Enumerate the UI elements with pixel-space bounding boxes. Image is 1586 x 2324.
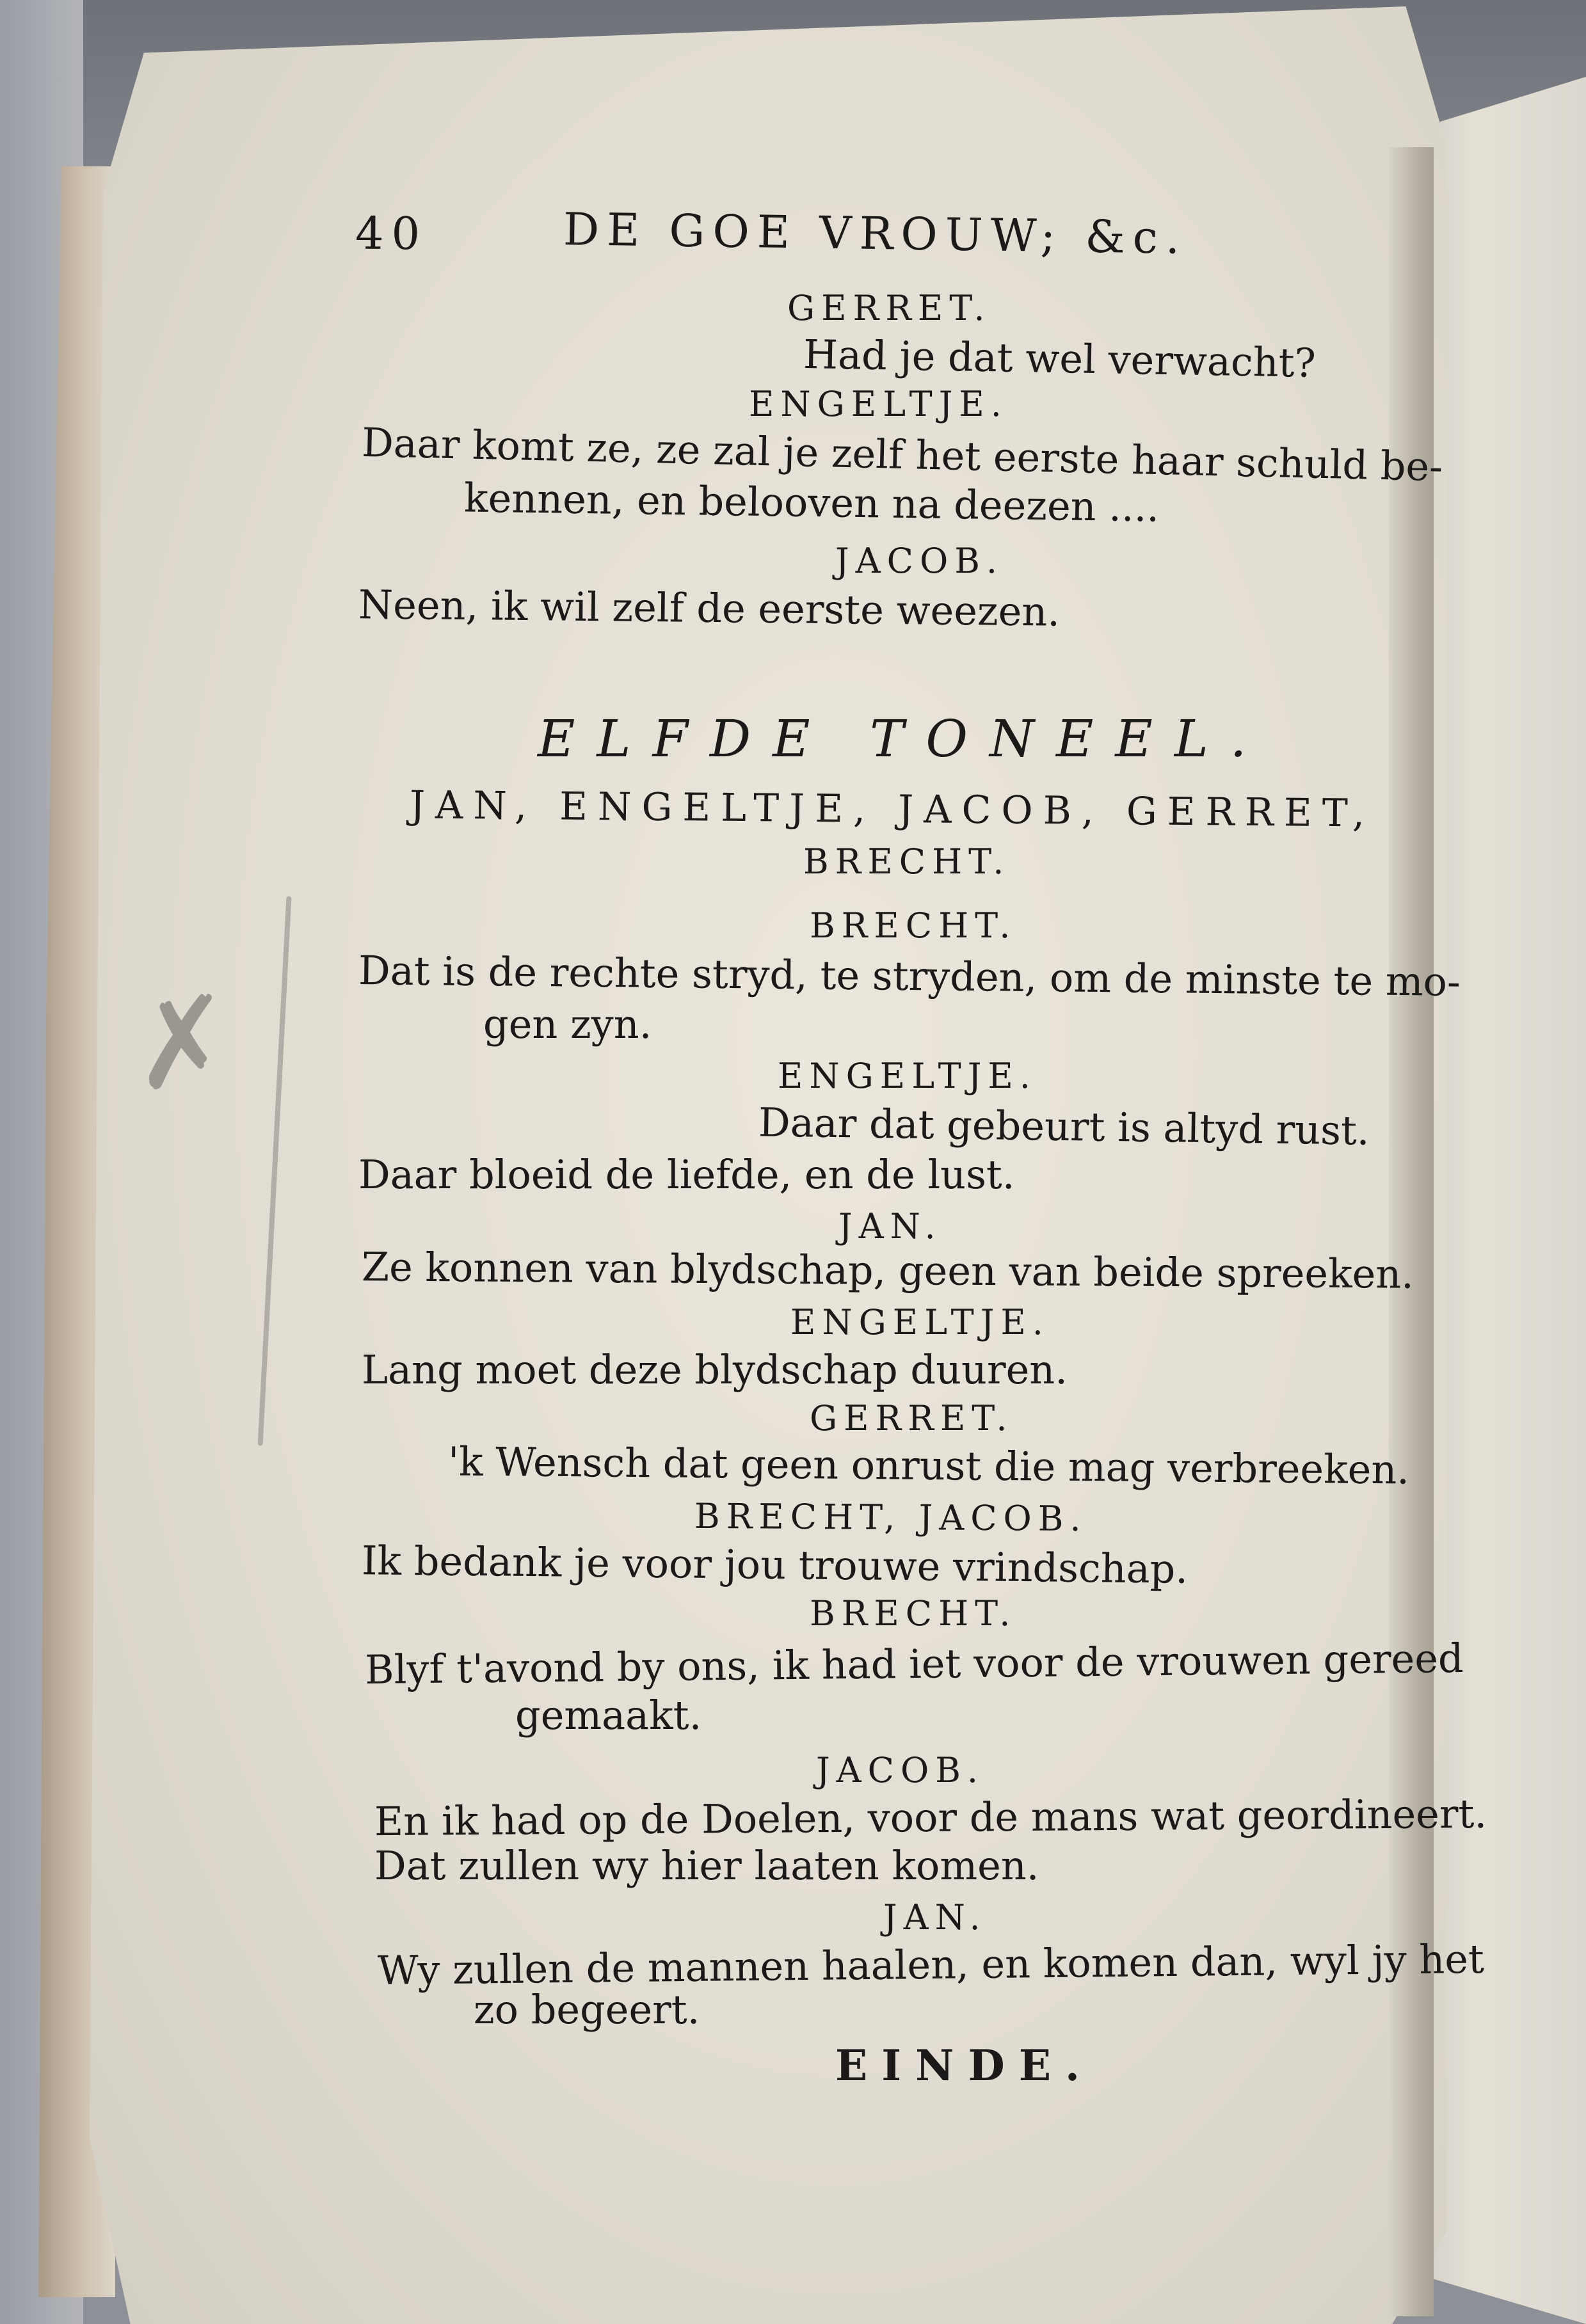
verse-line: Daar dat gebeurt is altyd rust. (758, 1099, 1370, 1154)
verse-line: Dat zullen wy hier laaten komen. (374, 1842, 1039, 1889)
verse-line: Wy zullen de mannen haalen, en komen dan, wyl jy het (377, 1935, 1485, 1994)
page-number: 40 (355, 207, 428, 260)
speaker-label: BRECHT, JACOB. (694, 1495, 1087, 1540)
pencil-mark-x: ✗ (124, 967, 241, 1119)
verse-line: Daar bloeid de liefde, en de lust. (358, 1151, 1015, 1198)
verse-line: Lang moet deze blydschap duuren. (362, 1346, 1068, 1393)
verse-line: Ik bedank je voor jou trouwe vrindschap. (361, 1537, 1189, 1593)
verse-line: Dat is de rechte stryd, te stryden, om de minste te mo- (358, 946, 1461, 1006)
speaker-label: JAN. (838, 1206, 942, 1246)
verse-line: Ze konnen van blydschap, geen van beide spreeken. (361, 1243, 1414, 1298)
verse-line: En ik had op de Doelen, voor de mans wat geordineert. (374, 1790, 1487, 1845)
end-marker: EINDE. (835, 2041, 1094, 2090)
speaker-label: ENGELTJE. (778, 1056, 1037, 1096)
running-title: DE GOE VROUW; &c. (563, 203, 1188, 264)
scene-title: ELFDE TONEEL. (538, 709, 1269, 768)
verse-line: kennen, en belooven na deezen .... (463, 474, 1160, 531)
speaker-label: BRECHT. (810, 1593, 1017, 1634)
speaker-label: GERRET. (787, 288, 991, 328)
verse-line: Had je dat wel verwacht? (803, 331, 1317, 386)
speaker-label: JAN. (883, 1897, 987, 1938)
speaker-label: JACOB. (835, 541, 1004, 581)
speaker-label: ENGELTJE. (749, 384, 1008, 424)
verse-line: 'k Wensch dat geen onrust die mag verbreeken. (447, 1438, 1410, 1493)
speaker-label: GERRET. (810, 1398, 1014, 1438)
verse-line: Neen, ik wil zelf de eerste weezen. (358, 581, 1061, 635)
verse-line: gen zyn. (483, 1001, 652, 1047)
verse-line: Blyf t'avond by ons, ik had iet voor de vrouwen gereed (364, 1635, 1464, 1693)
verse-line: Daar komt ze, ze zal je zelf het eerste haar schuld be- (361, 418, 1443, 491)
verse-line: zo begeert. (474, 1986, 700, 2033)
speaker-label: ENGELTJE. (790, 1302, 1050, 1342)
dramatis-personae: BRECHT. (803, 841, 1011, 882)
verse-line: gemaakt. (515, 1692, 702, 1739)
speaker-label: JACOB. (816, 1750, 985, 1790)
dramatis-personae: JAN, ENGELTJE, JACOB, GERRET, (409, 783, 1375, 836)
speaker-label: BRECHT. (810, 905, 1017, 946)
